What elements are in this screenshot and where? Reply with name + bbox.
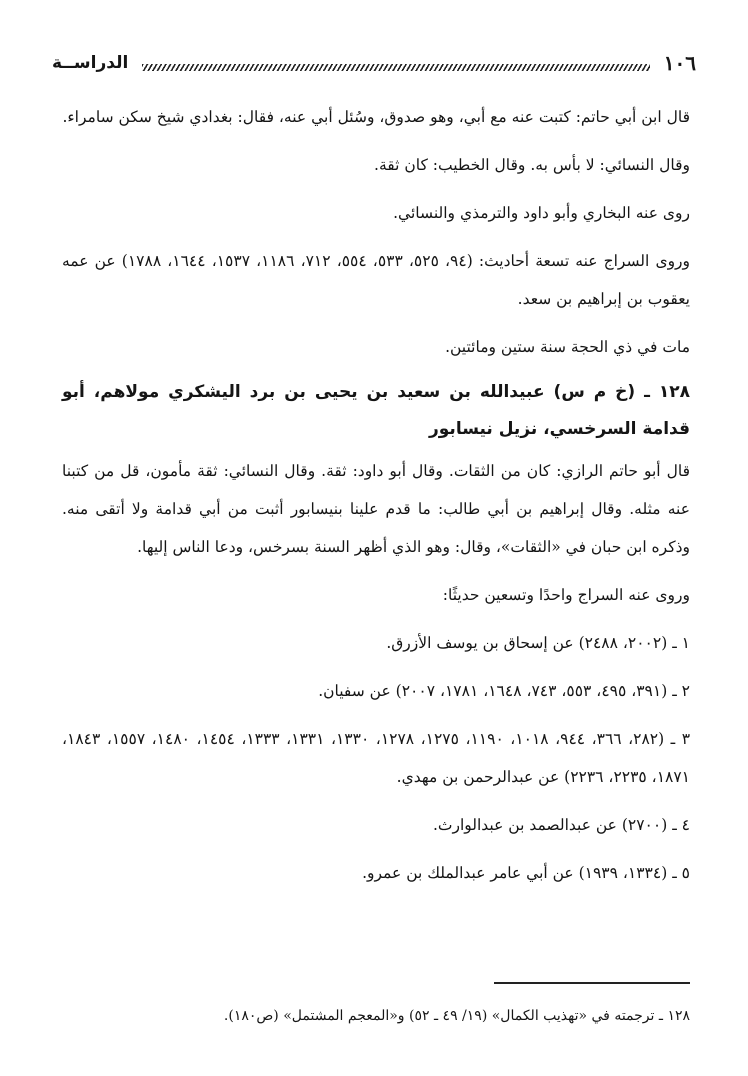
header-decorative-rule	[142, 64, 649, 71]
main-text	[62, 98, 690, 892]
list-item-5: ٥ ـ (١٣٣٤، ١٩٣٩) عن أبي عامر عبدالملك بن عمرو.	[362, 864, 690, 882]
list-item-3: ٣ ـ (٢٨٢، ٣٦٦، ٩٤٤، ١٠١٨، ١١٩٠، ١٢٧٥، ١٢٧٨، ١٣٣٠، ١٣٣١، ١٣٣٣، ١٤٥٤، ١٤٨٠، ١٥٥٧، ١٨٤٣، ١٨٧١، ٢٢٣٥، ٢٢٣٦) عن عبدالرحمن بن مهدي.	[62, 730, 691, 786]
paragraph-ibn-abi-hatim: قال ابن أبي حاتم: كتبت عنه مع أبي، وهو صدوق، وسُئل أبي عنه، فقال: بغدادي شيخ سكن سامراء.	[62, 108, 690, 126]
paragraph-abu-hatim-razi: قال أبو حاتم الرازي: كان من الثقات. وقال أبو داود: ثقة. وقال النسائي: ثقة مأمون، قل من كتبنا عنه مثله. وقال إبراهيم بن أبي طالب: ما قدم علينا بنيسابور أثبت من أبي قدامة ولا أتقى منه. وذكره ابن حبان في «الثقات»، وقال: وهو الذي أظهر السنة بسرخس، ودعا الناس إليها.	[62, 462, 690, 556]
entry-heading-128: ١٢٨ ـ (خ م س) عبيدالله بن سعيد بن يحيى بن برد اليشكري مولاهم، أبو قدامة السرخسي، نزيل نيسابور	[62, 382, 690, 439]
running-title: الدراســة	[52, 53, 129, 73]
list-item-2: ٢ ـ (٣٩١، ٤٩٥، ٥٥٣، ٧٤٣، ١٦٤٨، ١٧٨١، ٢٠٠٧) عن سفيان.	[318, 682, 690, 700]
list-item-1: ١ ـ (٢٠٠٢، ٢٤٨٨) عن إسحاق بن يوسف الأزرق.	[386, 634, 690, 652]
page-number: ١٠٦	[663, 51, 696, 75]
footnote: ١٢٨ ـ ترجمته في «تهذيب الكمال» (١٩/ ٤٩ ـ ٥٢) و«المعجم المشتمل» (ص١٨٠).	[223, 1008, 690, 1024]
paragraph-narrators: روى عنه البخاري وأبو داود والترمذي والنسائي.	[393, 204, 690, 222]
paragraph-death: مات في ذي الحجة سنة ستين ومائتين.	[445, 338, 690, 356]
footnote-separator	[494, 982, 690, 984]
list-item-4: ٤ ـ (٢٧٠٠) عن عبدالصمد بن عبدالوارث.	[432, 816, 690, 834]
page-header	[52, 48, 696, 78]
paragraph-sarraj-hadiths: وروى السراج عنه تسعة أحاديث: (٩٤، ٥٢٥، ٥٣٣، ٥٥٤، ٧١٢، ١١٨٦، ١٥٣٧، ١٦٤٤، ١٧٨٨) عن عمه يعقوب بن إبراهيم بن سعد.	[62, 252, 691, 308]
paragraph-nasai-khatib: وقال النسائي: لا بأس به. وقال الخطيب: كان ثقة.	[374, 156, 690, 174]
paragraph-sarraj-count: وروى عنه السراج واحدًا وتسعين حديثًا:	[442, 586, 690, 604]
